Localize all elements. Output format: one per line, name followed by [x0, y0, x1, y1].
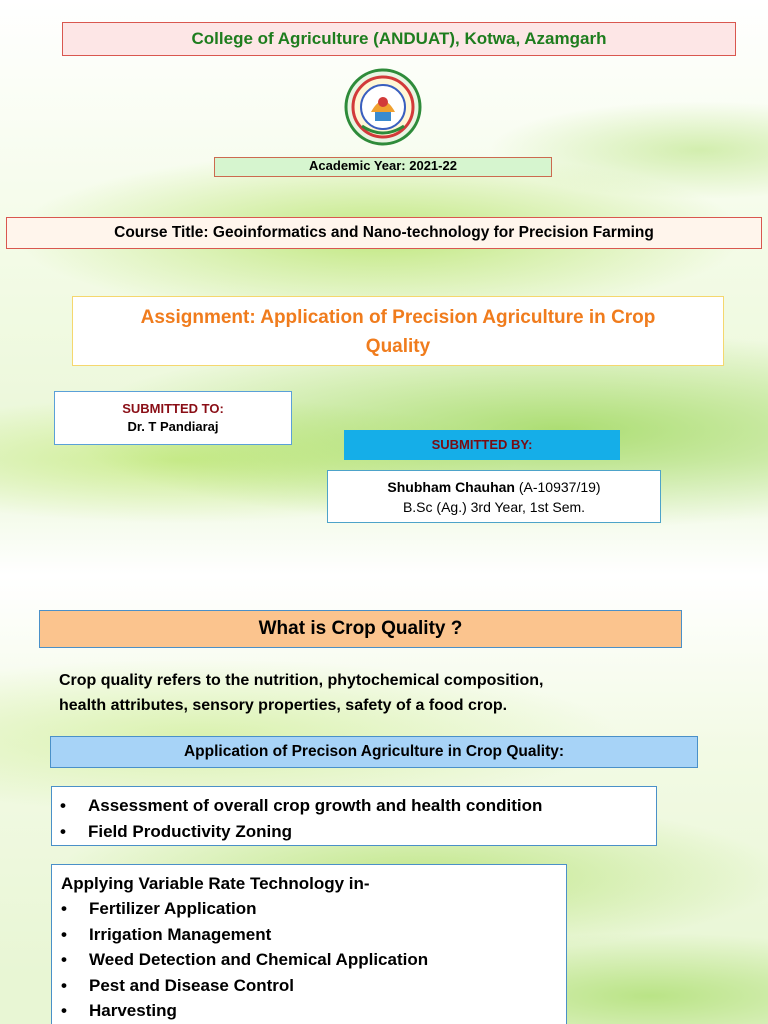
application-list: [51, 786, 657, 846]
definition-line-2: health attributes, sensory properties, safety of a food crop.: [59, 697, 508, 714]
college-name: College of Agriculture (ANDUAT), Kotwa, Azamgarh: [62, 22, 736, 56]
university-seal-icon: [344, 68, 422, 146]
assignment-title-line2: Quality: [365, 336, 431, 357]
course-title: Course Title: Geoinformatics and Nano-technology for Precision Farming: [6, 217, 762, 249]
student-name: Shubham Chauhan: [387, 479, 515, 495]
student-id: (A-10937/19): [518, 479, 601, 495]
list-item: • Pest and Disease Control: [61, 973, 566, 999]
list-item: • Field Productivity Zoning: [60, 819, 656, 845]
vrt-list: [51, 864, 567, 1024]
student-line: [328, 477, 660, 497]
list-item: • Assessment of overall crop growth and health condition: [60, 793, 656, 819]
list-item: • Fertilizer Application: [61, 896, 566, 922]
list-item: • Weed Detection and Chemical Application: [61, 947, 566, 973]
assignment-title-line1: Assignment: Application of Precision Agriculture in Crop: [140, 307, 656, 328]
crop-quality-definition: [59, 668, 699, 718]
submitted-to-label: SUBMITTED TO:: [122, 401, 224, 416]
application-heading: Application of Precison Agriculture in Crop Quality:: [50, 736, 698, 768]
submitted-to-name: Dr. T Pandiaraj: [127, 419, 219, 434]
student-course: B.Sc (Ag.) 3rd Year, 1st Sem.: [402, 499, 586, 515]
submitted-by-box: [327, 470, 661, 523]
crop-quality-heading: What is Crop Quality ?: [39, 610, 682, 648]
academic-year: Academic Year: 2021-22: [214, 157, 552, 177]
list-item: • Irrigation Management: [61, 922, 566, 948]
assignment-title: [72, 296, 724, 366]
vrt-heading: Applying Variable Rate Technology in-: [61, 874, 370, 893]
crop-quality-slide: [0, 576, 768, 1024]
submitted-by-label: SUBMITTED BY:: [344, 430, 620, 460]
definition-line-1: Crop quality refers to the nutrition, phytochemical composition,: [59, 672, 544, 689]
submitted-to-box: [54, 391, 292, 445]
list-item: • Harvesting: [61, 998, 566, 1024]
